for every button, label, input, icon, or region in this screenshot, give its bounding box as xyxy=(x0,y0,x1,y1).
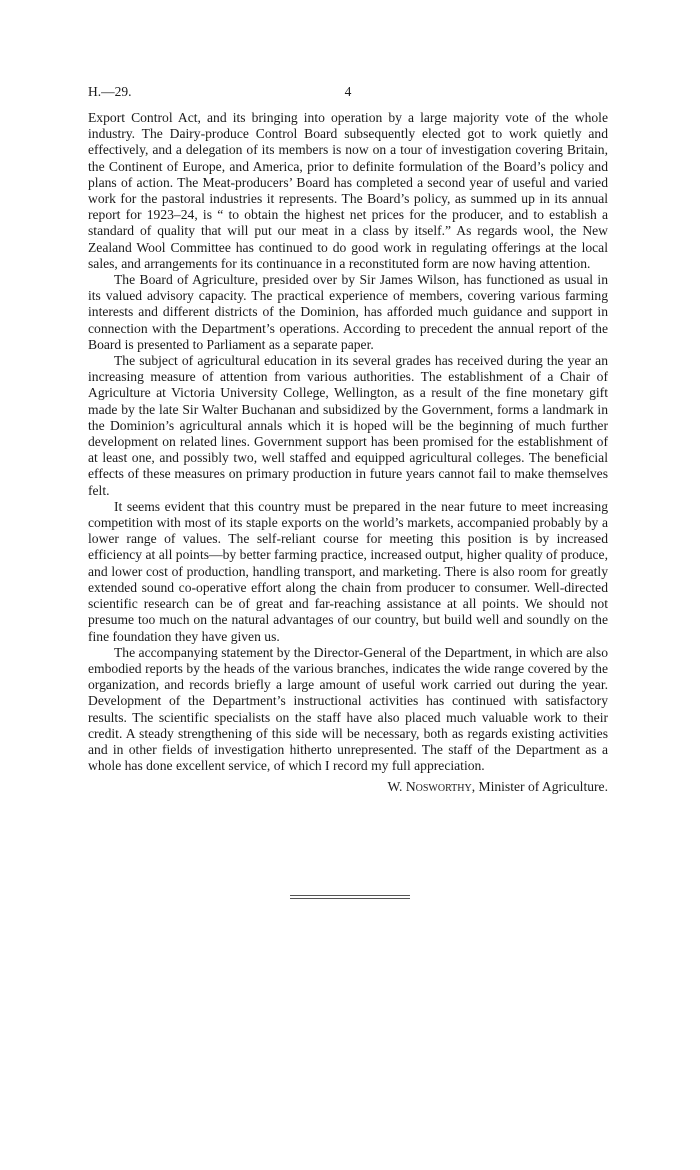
document-page xyxy=(88,84,608,796)
section-divider xyxy=(0,895,700,899)
signatory-name: W. Nosworthy xyxy=(387,779,472,795)
signature-block xyxy=(88,779,608,795)
document-reference: H.—29. xyxy=(88,84,132,99)
signatory-title: , Minister of Agriculture. xyxy=(471,779,608,795)
page-header xyxy=(88,84,608,104)
paragraph-director-general-statement: The accompanying statement by the Director-General of the Department, in which are also embodied reports by the heads of the various branches, indicates the wide range covered by the organization, and records briefly a large amount of useful work carried out during the year. Development of the Department’s instructional activities has continued with satisfactory results. The scientific specialists on the staff have also placed much valuable work to their credit. A steady strengthening of this side will be necessary, both as regards existing activities and in other fields of investigation hitherto unrepresented. The staff of the Department as a whole has done excellent service, of which I record my full appreciation. xyxy=(88,644,608,774)
paragraph-agricultural-education: The subject of agricultural education in its several grades has received during the year an increasing measure of attention from various authorities. The establishment of a Chair of Agriculture at Victoria University College, Wellington, as a result of the fine monetary gift made by the late Sir Walter Buchanan and subsidized by the Government, forms a landmark in the Dominion’s agricultural annals which it is hoped will be the beginning of much further development on related lines. Government support has been promised for the establishment of at least one, and possibly two, well staffed and equipped agricultural colleges. The beneficial effects of these measures on primary production in future years cannot fail to make themselves felt. xyxy=(88,353,608,498)
paragraph-board-of-agriculture: The Board of Agriculture, presided over by Sir James Wilson, has functioned as usual in its valued advisory capacity. The practical experience of members, covering various farming interests and different districts of the Dominion, has afforded much guidance and support in connection with the Department’s operations. According to precedent the annual report of the Board is presented to Parliament as a separate paper. xyxy=(88,272,608,352)
paragraph-export-control: Export Control Act, and its bringing into operation by a large majority vote of the whole industry. The Dairy-produce Control Board subsequently elected got to work quietly and effectively, and a delegation of its members is now on a tour of investigation covering Britain, the Continent of Europe, and America, prior to definite formulation of the Board’s policy and plans of action. The Meat-producers’ Board has completed a second year of useful and varied work for the pastoral industries it represents. The Board’s policy, as summed up in its annual report for 1923–24, is “ to obtain the highest net prices for the producer, and to establish a standard of quality that will put our meat in a class by itself.” As regards wool, the New Zealand Wool Committee has continued to do good work in regulating offerings at the local sales, and arrangements for its continuance in a reconstituted form are now having attention. xyxy=(88,110,608,271)
paragraph-competition: It seems evident that this country must be prepared in the near future to meet increasing competition with most of its staple exports on the world’s markets, accompanied probably by a lower range of values. The self-reliant course for meeting this position is by increased efficiency at all points—by better farming practice, increased output, higher quality of produce, and lower cost of production, handling transport, and marketing. There is also room for greatly extended sound co-operative effort along the chain from producer to consumer. Well-directed scientific research can be of great and far-reaching assistance at all points. We should not presume too much on the natural advantages of our country, but build well and soundly on the fine foundation they have given us. xyxy=(88,498,608,644)
page-number: 4 xyxy=(344,84,352,99)
double-rule xyxy=(290,895,410,899)
